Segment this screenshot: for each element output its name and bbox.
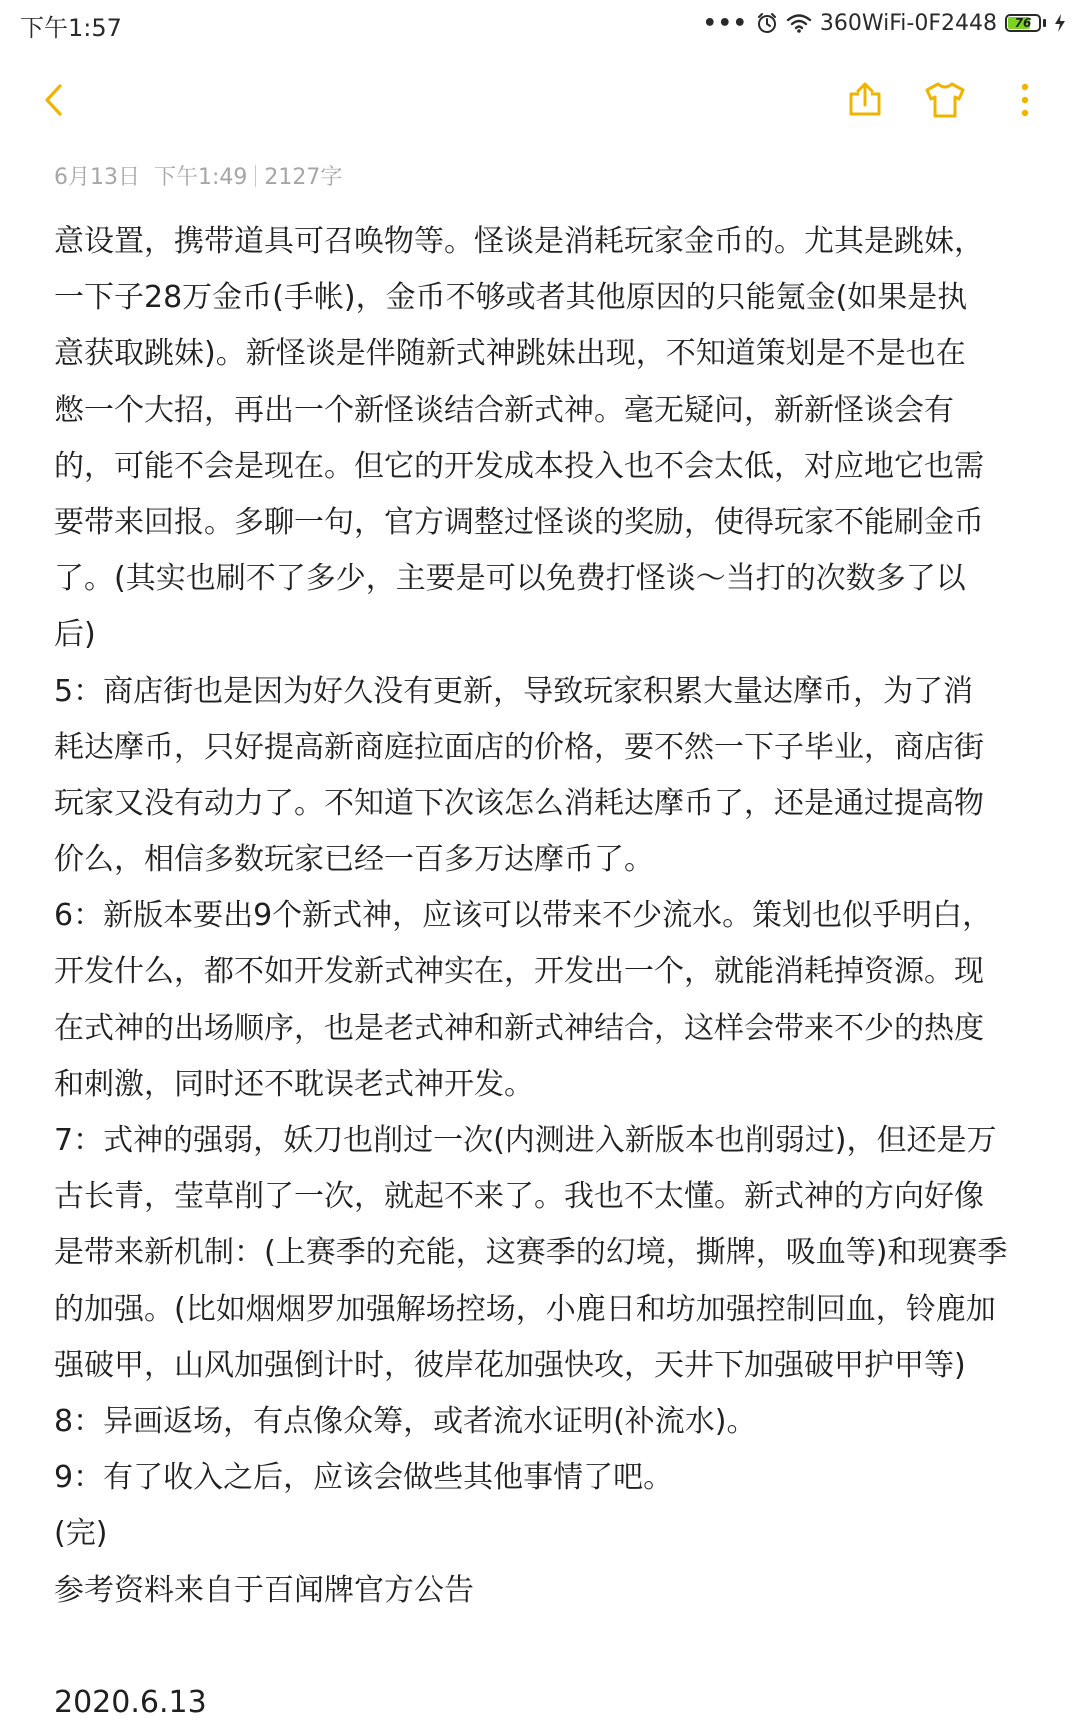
alarm-icon (756, 12, 778, 34)
battery-percent: 76 (1014, 16, 1032, 30)
more-dots-icon: ••• (702, 10, 748, 36)
theme-button[interactable] (910, 60, 980, 140)
note-time: 下午1:49 (154, 165, 248, 190)
battery-icon (1005, 14, 1041, 32)
note-line: 在式神的出场顺序，也是老式神和新式神结合，这样会带来不少的热度 (54, 1010, 984, 1046)
word-count: 2127字 (264, 165, 343, 190)
note-line: 玩家又没有动力了。不知道下次该怎么消耗达摩币了，还是通过提高物 (54, 785, 984, 821)
more-vertical-icon (1019, 80, 1031, 120)
battery-cap (1043, 19, 1046, 27)
wifi-icon (786, 13, 812, 33)
status-bar (0, 0, 1080, 48)
note-line: 2020.6.13 (54, 1684, 207, 1720)
note-line: 要带来回报。多聊一句，官方调整过怪谈的奖励，使得玩家不能刷金币 (54, 504, 984, 540)
status-time: 下午1:57 (20, 14, 122, 42)
wifi-name: 360WiFi-0F2448 (819, 10, 997, 36)
note-line: 和刺激，同时还不耽误老式神开发。 (54, 1066, 534, 1102)
note-line: 憋一个大招，再出一个新怪谈结合新式神。毫无疑问，新新怪谈会有 (54, 392, 954, 428)
back-chevron-icon (40, 80, 70, 120)
note-line: 一下子28万金币(手帐)，金币不够或者其他原因的只能氪金(如果是执 (54, 280, 968, 316)
note-body[interactable] (54, 214, 1024, 1731)
note-line: 价么，相信多数玩家已经一百多万达摩币了。 (54, 842, 654, 878)
note-line: 5：商店街也是因为好久没有更新，导致玩家积累大量达摩币，为了消 (54, 673, 974, 709)
note-date: 6月13日 (54, 165, 140, 190)
note-line: 强破甲，山风加强倒计时，彼岸花加强快攻，天井下加强破甲护甲等) (54, 1347, 966, 1383)
theme-shirt-icon (923, 80, 967, 120)
note-line: 意设置，携带道具可召唤物等。怪谈是消耗玩家金币的。尤其是跳妹， (54, 224, 984, 259)
status-icons (703, 8, 1066, 38)
note-line (54, 1619, 1024, 1675)
more-options-button[interactable] (990, 60, 1060, 140)
note-line: 8：异画返场，有点像众筹，或者流水证明(补流水)。 (54, 1403, 757, 1439)
note-line: 了。(其实也刷不了多少，主要是可以免费打怪谈～当打的次数多了以 (54, 561, 966, 597)
note-line: 参考资料来自于百闻牌官方公告 (54, 1572, 474, 1608)
note-line: 开发什么，都不如开发新式神实在，开发出一个，就能消耗掉资源。现 (54, 954, 984, 990)
note-line: 的，可能不会是现在。但它的开发成本投入也不会太低，对应地它也需 (54, 448, 984, 484)
note-line: (完) (54, 1516, 108, 1552)
note-line: 古长青，莹草削了一次，就起不来了。我也不太懂。新式神的方向好像 (54, 1179, 984, 1215)
charging-icon (1054, 13, 1066, 33)
meta-divider (255, 165, 256, 187)
note-meta (54, 160, 342, 191)
back-button[interactable] (20, 60, 90, 140)
note-line: 是带来新机制：(上赛季的充能，这赛季的幻境，撕牌，吸血等)和现赛季 (54, 1235, 1008, 1271)
note-line: 意获取跳妹)。新怪谈是伴随新式神跳妹出现，不知道策划是不是也在 (54, 336, 966, 372)
share-button[interactable] (830, 60, 900, 140)
note-line: 9：有了收入之后，应该会做些其他事情了吧。 (54, 1460, 674, 1496)
note-line: 的加强。(比如烟烟罗加强解场控场，小鹿日和坊加强控制回血，铃鹿加 (54, 1291, 996, 1327)
note-line: 耗达摩币，只好提高新商庭拉面店的价格，要不然一下子毕业，商店街 (54, 729, 984, 765)
note-line: 6：新版本要出9个新式神，应该可以带来不少流水。策划也似乎明白， (54, 898, 993, 934)
note-toolbar (0, 60, 1080, 140)
note-line: 7：式神的强弱，妖刀也削过一次(内测进入新版本也削弱过)，但还是万 (54, 1123, 997, 1158)
note-line: 后) (54, 617, 96, 653)
share-icon (845, 80, 885, 120)
